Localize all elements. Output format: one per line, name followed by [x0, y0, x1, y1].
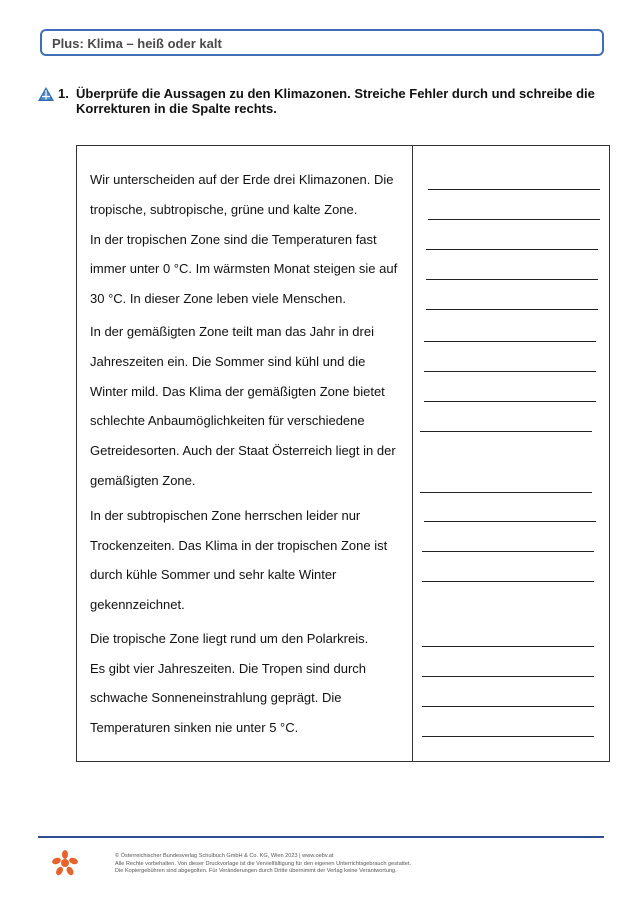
answer-line[interactable]	[424, 371, 596, 372]
answer-line[interactable]	[424, 341, 596, 342]
answer-line[interactable]	[420, 492, 592, 493]
answer-line[interactable]	[422, 646, 594, 647]
statement-table	[76, 145, 610, 762]
answer-line[interactable]	[422, 676, 594, 677]
footer-line: Alle Rechte vorbehalten. Von dieser Druckvorlage ist die Vervielfältigung für den eigenen Unterrichtsgebrauch gestattet.	[115, 860, 412, 867]
text-line: schwache Sonneneinstrahlung geprägt. Die	[90, 690, 342, 705]
answer-line[interactable]	[426, 309, 598, 310]
footer-copyright	[115, 853, 595, 876]
publisher-logo-icon	[52, 850, 78, 876]
text-line: In der tropischen Zone sind die Temperaturen fast	[90, 232, 377, 247]
text-line: Temperaturen sinken nie unter 5 °C.	[90, 720, 299, 735]
answer-line[interactable]	[422, 736, 594, 737]
answer-line[interactable]	[422, 581, 594, 582]
answer-line[interactable]	[422, 706, 594, 707]
text-line: In der subtropischen Zone herrschen leider nur	[90, 508, 361, 523]
answer-line[interactable]	[428, 219, 600, 220]
column-divider	[412, 146, 413, 761]
text-line: gekennzeichnet.	[90, 597, 185, 612]
answer-line[interactable]	[424, 401, 596, 402]
text-line: Wir unterscheiden auf der Erde drei Klimazonen. Die	[90, 172, 394, 187]
task-number: 1.	[58, 86, 69, 101]
text-line: Die tropische Zone liegt rund um den Polarkreis.	[90, 631, 369, 646]
answer-line[interactable]	[426, 279, 598, 280]
text-line: Es gibt vier Jahreszeiten. Die Tropen sind durch	[90, 661, 367, 676]
task-instruction: Überprüfe die Aussagen zu den Klimazonen. Streiche Fehler durch und schreibe die Korrekturen in die Spalte rechts.	[76, 86, 595, 116]
footer-line: Die Kopiergebühren sind abgegolten. Für Veränderungen durch Dritte übernimmt der Verlag keine Verantwortung.	[115, 868, 397, 874]
text-line: tropische, subtropische, grüne und kalte Zone.	[90, 202, 358, 217]
text-line: Winter mild. Das Klima der gemäßigten Zone bietet	[90, 384, 385, 399]
footer-line: © Österreichischer Bundesverlag Schulbuch GmbH & Co. KG, Wien 2023 | www.oebv.at	[115, 853, 334, 859]
text-line: Jahreszeiten ein. Die Sommer sind kühl und die	[90, 354, 366, 369]
answer-line[interactable]	[424, 521, 596, 522]
text-line: durch kühle Sommer und sehr kalte Winter	[90, 567, 337, 582]
footer-divider	[38, 836, 604, 838]
text-line: Trockenzeiten. Das Klima in der tropischen Zone ist	[90, 538, 388, 553]
text-line: schlechte Anbaumöglichkeiten für verschiedene	[90, 413, 365, 428]
answer-line[interactable]	[420, 431, 592, 432]
worksheet-title-box	[40, 29, 604, 56]
text-line: gemäßigten Zone.	[90, 473, 196, 488]
triangle-level-icon	[38, 87, 54, 101]
text-line: Getreidesorten. Auch der Staat Österreich liegt in der	[90, 443, 396, 458]
text-line: In der gemäßigten Zone teilt man das Jahr in drei	[90, 324, 374, 339]
answer-line[interactable]	[422, 551, 594, 552]
answer-line[interactable]	[428, 189, 600, 190]
answer-line[interactable]	[426, 249, 598, 250]
worksheet-title: Plus: Klima – heiß oder kalt	[52, 36, 222, 51]
text-line: immer unter 0 °C. Im wärmsten Monat steigen sie auf	[90, 261, 398, 276]
text-line: 30 °C. In dieser Zone leben viele Menschen.	[90, 291, 346, 306]
